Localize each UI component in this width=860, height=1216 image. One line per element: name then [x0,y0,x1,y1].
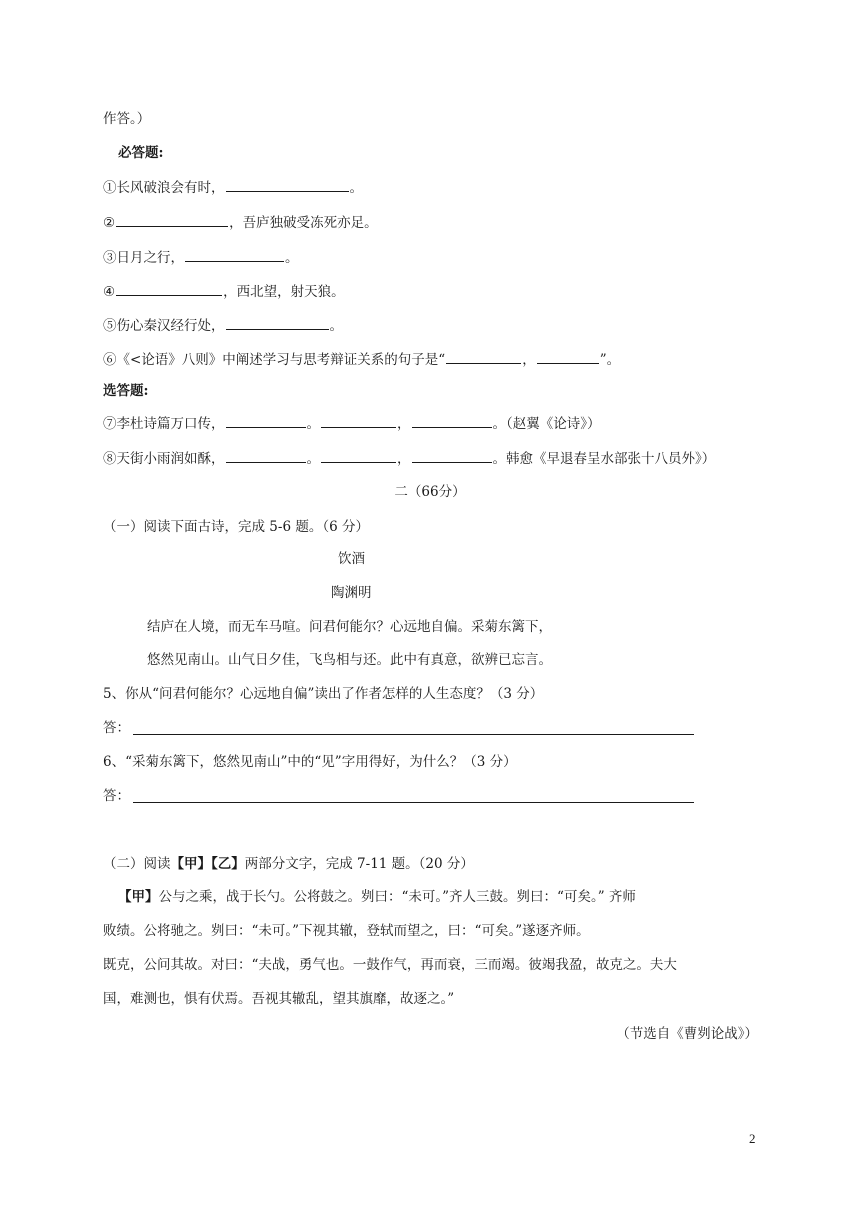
answer-label: 答： [103,788,130,804]
answer-blank[interactable] [446,350,521,364]
answer-blank[interactable] [226,178,349,192]
part2-intro-labels: 【甲】【乙】 [170,856,245,872]
passage-jia-line [118,888,636,906]
recite-question-7-sep1: 。 [306,416,320,432]
recite-question-6 [103,350,620,369]
part2-intro [103,855,474,873]
answer-blank[interactable] [226,449,306,463]
recite-question-7-sep2: ， [397,416,411,432]
recite-question-6-separator: ， [522,352,536,368]
answer-blank[interactable] [321,414,396,428]
passage-line: 国，难测也，惧有伏焉。吾视其辙乱，望其旗靡，故逐之。” [103,991,455,1007]
recite-question-2 [103,213,378,232]
recite-question-7-suffix: 。（赵翼《论诗》） [492,416,601,432]
passage-jia-label: 【甲】 [118,889,159,905]
required-heading: 必答题: [118,145,164,161]
recite-question-2-suffix: ，吾庐独破受冻死亦足。 [229,215,378,231]
recite-question-4-prefix: ④ [103,284,116,300]
recite-question-7-prefix: ⑦李杜诗篇万口传， [103,416,225,432]
part2-intro-prefix: （二）阅读 [103,856,171,872]
recite-question-2-prefix: ② [103,215,116,231]
recite-question-8-suffix: 。韩愈《早退春呈水部张十八员外》） [492,451,716,467]
answer-blank[interactable] [185,248,284,262]
poem-author: 陶渊明 [331,585,372,601]
part2-intro-suffix: 两部分文字，完成 7-11 题。（20 分） [244,856,474,872]
recite-question-3-suffix: 。 [285,250,299,266]
answer-blank[interactable] [412,449,492,463]
passage-source: （节选自《曹刿论战》） [616,1026,758,1042]
recite-question-8-sep1: 。 [306,451,320,467]
answer-blank[interactable] [537,350,599,364]
optional-heading: 选答题: [103,383,149,399]
recite-question-5-suffix: 。 [329,318,343,334]
answer-blank[interactable] [321,449,396,463]
recite-question-4-suffix: ，西北望，射天狼。 [223,284,345,300]
recite-question-1-suffix: 。 [349,180,363,196]
recite-question-6-suffix: ”。 [599,352,621,368]
poem-line: 悠然见南山。山气日夕佳，飞鸟相与还。此中有真意，欲辨已忘言。 [147,652,552,668]
answer-blank[interactable] [226,316,329,330]
recite-question-8-sep2: ， [397,451,411,467]
part1-intro: （一）阅读下面古诗，完成 5-6 题。（6 分） [103,519,369,535]
page-number: 2 [749,1131,756,1146]
answer-label: 答： [103,720,130,736]
poem-line: 结庐在人境，而无车马喧。问君何能尔？心远地自偏。采菊东篱下， [147,619,552,635]
question-5: 5、你从“问君何能尔？心远地自偏”读出了作者怎样的人生态度？（3 分） [103,686,544,702]
poem-title: 饮酒 [338,551,365,567]
answer-blank[interactable] [412,414,492,428]
passage-line: 败绩。公将驰之。刿曰：“未可。”下视其辙，登轼而望之，曰：“可矣。”遂逐齐师。 [103,923,590,939]
recite-question-3-prefix: ③日月之行， [103,250,184,266]
recite-question-4 [103,282,345,301]
recite-question-8-prefix: ⑧天街小雨润如酥， [103,451,225,467]
answer-blank[interactable] [116,213,228,227]
passage-line: 既克，公问其故。对曰：“夫战，勇气也。一鼓作气，再而衰，三而竭。彼竭我盈，故克之。夫大 [103,957,677,973]
recite-question-5-prefix: ⑤伤心秦汉经行处， [103,318,225,334]
section-title: 二（66分） [394,484,466,500]
recite-question-5 [103,316,343,335]
answer-blank[interactable] [226,414,306,428]
recite-question-6-prefix: ⑥《<论语》八则》中阐述学习与思考辩证关系的句子是“ [103,352,446,368]
answer-line[interactable] [133,802,694,803]
recite-question-3 [103,248,299,267]
answer-line[interactable] [133,734,694,735]
question-6: 6、“采菊东篱下，悠然见南山”中的“见”字用得好，为什么？（3 分） [103,754,517,770]
recite-question-1 [103,178,363,197]
recite-question-8 [103,449,715,468]
answer-blank[interactable] [116,282,222,296]
continued-text: 作答。） [103,111,151,127]
recite-question-7 [103,414,601,433]
recite-question-1-prefix: ①长风破浪会有时， [103,180,225,196]
passage-text: 公与之乘，战于长勺。公将鼓之。刿曰：“未可。”齐人三鼓。刿曰：“可矣。” 齐师 [158,889,636,905]
